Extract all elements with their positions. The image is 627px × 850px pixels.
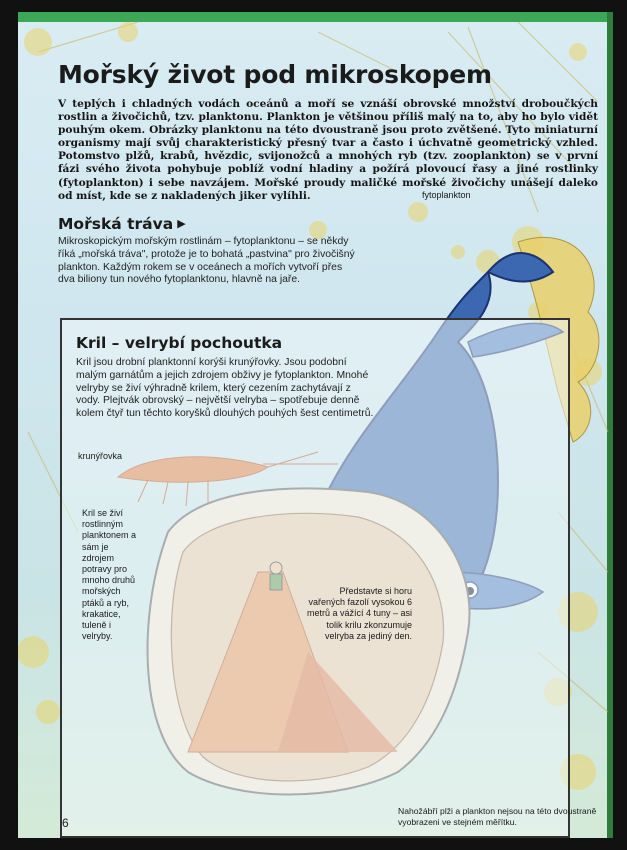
scale-footnote: Nahožábří plži a plankton nejsou na této dvoustraně vyobrazeni ve stejném měřítku.: [398, 806, 597, 827]
page-number: 6: [62, 816, 69, 830]
sea-grass-heading-text: Mořská tráva: [58, 215, 174, 233]
fytoplankton-label: fytoplankton: [422, 190, 471, 200]
sea-grass-paragraph: Mikroskopickým mořským rostlinám – fytoplanktonu – se někdy říká „mořská tráva", protože je to bohatá „pastvina" pro živočišný plankton. Každým rokem se v oceánech a mořích vytvoří přes dva biliony tun nového fytoplanktonu, hlavně na jaře.: [58, 236, 355, 286]
krill-heading: Kril – velrybí pochoutka: [76, 334, 283, 352]
krill-paragraph: Kril jsou drobní planktonní korýši krunýřovky. Jsou podobní malým garnátům a jejich zdrojem obživy je fytoplankton. Mnohé velryby se živí výhradně krilem, který cezením zachytávají z vody. Plejtvák obrovský – největší velryba – spotřebuje denně kolem čtyř tun těchto koryšků dlouhých pouhých šest centimetrů.: [76, 357, 374, 420]
page-title: Mořský život pod mikroskopem: [58, 60, 492, 89]
krunyrovka-label: krunýřovka: [78, 451, 123, 461]
sea-grass-heading: [58, 215, 186, 233]
book-page: [18, 12, 613, 838]
intro-paragraph: V teplých i chladných vodách oceánů a moří se vznáší obrovské množství droboučkých rostlin a živočichů, tzv. planktonu. Plankton je většinou příliš malý na to, aby ho bylo vidět pouhým okem. Obrázky planktonu na této dvoustraně jsou proto zvětšené. Tyto miniaturní organismy mají svůj charakteristický přesný tvar a často i úchvatně geometrický vzhled. Potomstvo plžů, krabů, hvězdic, svijonožců a mnohých ryb (tzv. zooplankton) se v první fázi svého života pohybuje poblíž vodní hladiny a požírá plovoucí řasy a jiné rostlinky (fytoplankton) i sebe navzájem. Mořské proudy maličké mořské živočichy unášejí daleko od míst, kde se z nakladených jiker vylíhli.: [58, 98, 598, 202]
bean-mountain-note: Představte si horu vařených fazolí vysokou 6 metrů a vážící 4 tuny – asi tolik krilu zkonzumuje velryba za jediný den.: [306, 586, 412, 641]
play-arrow-icon: ▶: [177, 217, 186, 230]
krill-side-note: Kril se živí rostlinným planktonem a sám je zdrojem potravy pro mnoho druhů mořských ptáků a ryb, krakatice, tuleně i velryby.: [82, 508, 137, 642]
